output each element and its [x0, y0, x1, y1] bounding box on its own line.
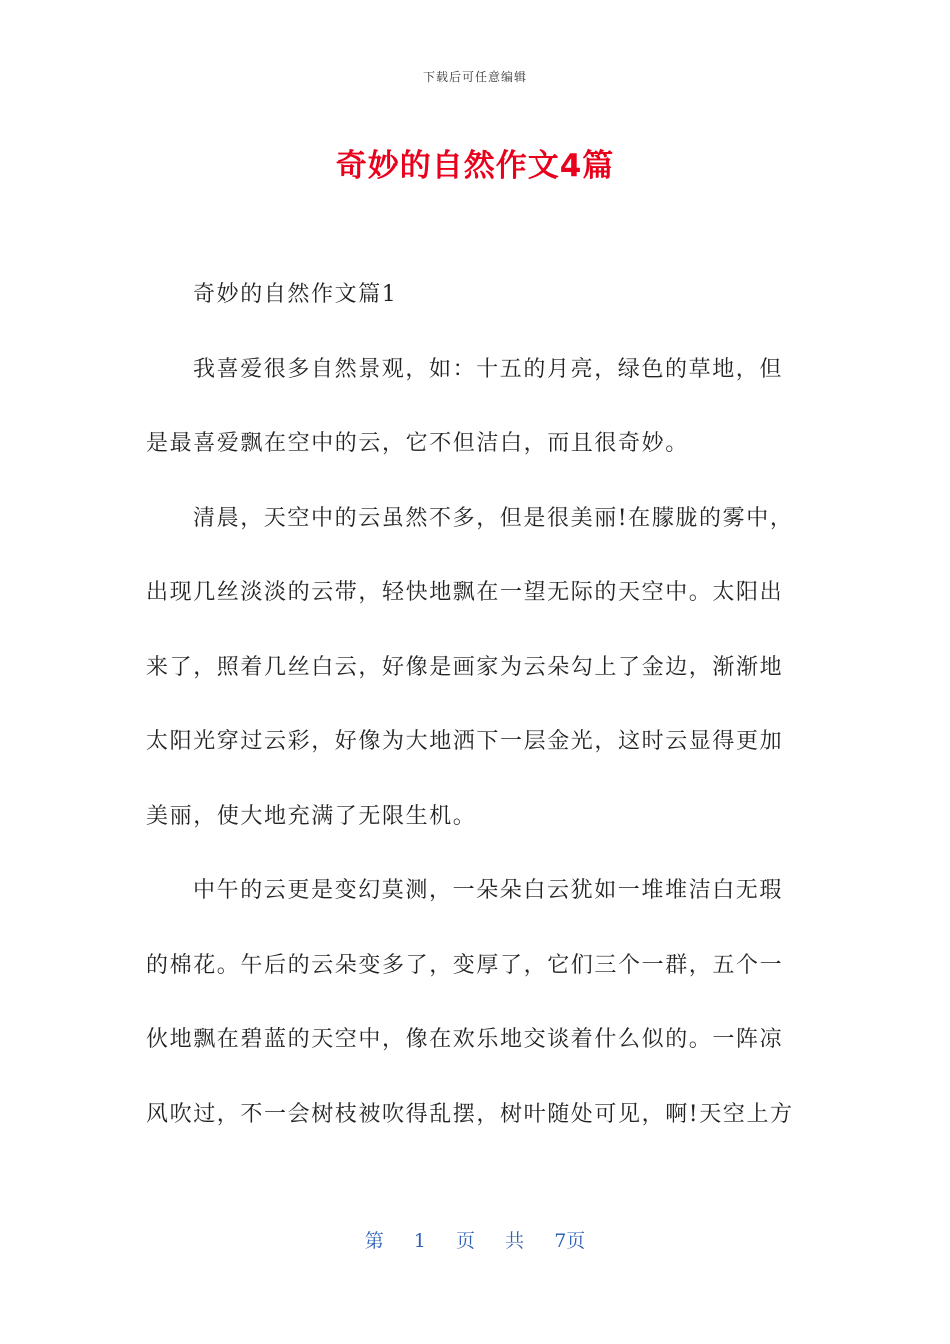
- footer-page-word: 页: [455, 1230, 475, 1252]
- footer-total-prefix: 共: [505, 1230, 525, 1252]
- paragraph: 我喜爱很多自然景观，如：十五的月亮，绿色的草地，但是最喜爱飘在空中的云，它不但洁白，而且很奇妙。: [146, 356, 784, 456]
- footer-prefix: 第: [364, 1230, 384, 1252]
- footer-total-pages: 7页: [554, 1230, 586, 1252]
- document-body: [146, 258, 806, 1152]
- page-footer: [0, 1226, 950, 1253]
- paragraph: 清晨，天空中的云虽然不多，但是很美丽!在朦胧的雾中，出现几丝淡淡的云带，轻快地飘在一望无际的天空中。太阳出来了，照着几丝白云，好像是画家为云朵勾上了金边，渐渐地太阳光穿过云彩，好像为大地洒下一层金光，这时云显得更加美丽，使大地充满了无限生机。: [146, 505, 794, 829]
- footer-current-page: 1: [413, 1230, 426, 1252]
- section-heading: 奇妙的自然作文篇1: [193, 282, 398, 307]
- header-note: 下载后可任意编辑: [422, 70, 527, 84]
- document-title: 奇妙的自然作文4篇: [335, 148, 615, 184]
- paragraph: 中午的云更是变幻莫测，一朵朵白云犹如一堆堆洁白无瑕的棉花。午后的云朵变多了，变厚了，它们三个一群，五个一伙地飘在碧蓝的天空中，像在欢乐地交谈着什么似的。一阵凉风吹过，不一会树枝被吹得乱摆，树叶随处可见，啊!天空上方: [146, 878, 794, 1127]
